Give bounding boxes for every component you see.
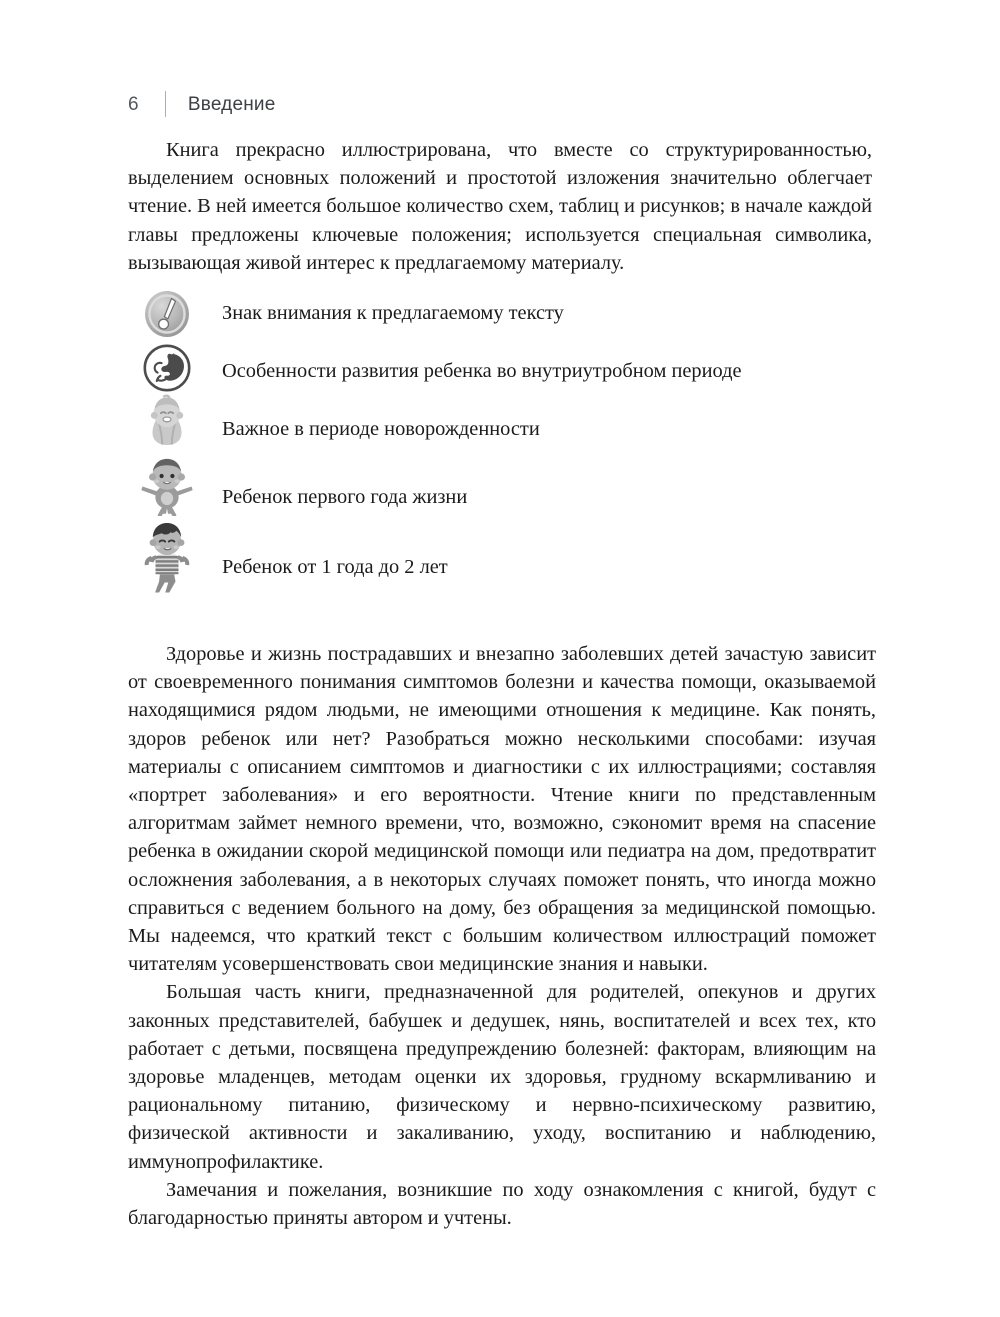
body-text-block: [128, 640, 876, 1232]
running-head: [128, 88, 276, 120]
legend-item-prenatal: [136, 342, 876, 394]
swaddled-newborn-icon: [136, 394, 198, 454]
toddler-icon: [136, 522, 198, 594]
section-title: Введение: [187, 93, 276, 115]
legend-item-newborn: [136, 394, 876, 454]
legend-label: Знак внимания к предлагаемому тексту: [222, 302, 564, 324]
exclamation-mark-icon: [136, 288, 198, 340]
page-number: 6: [128, 93, 139, 115]
body-paragraph-2: Большая часть книги, предназначенной для родителей, опекунов и других законных представителей, бабушек и дедушек, нянь, воспитателей и всех тех, кто работает с детьми, посвящена предупреждению болезней: факторам, влияющим на здоровье младенцев, методам оценки их здоровья, грудному вскармливанию и рациональному питанию, физическому и нервно-психическому развитию, физической активности и закаливанию, уходу, воспитанию и наблюдению, иммунопрофилактике.: [128, 981, 876, 1173]
legend-item-attention: [136, 288, 876, 340]
fetus-icon: [136, 342, 198, 394]
header-divider: [165, 91, 166, 117]
intro-paragraph: Книга прекрасно иллюстрирована, что вместе со структурированностью, выделением основных положений и простотой изложения значительно облегчает чтение. В ней имеется большое количество схем, таблиц и рисунков; в начале каждой главы предложены ключевые положения; используется специальная символика, вызывающая живой интерес к предлагаемому материалу.: [128, 139, 872, 274]
body-paragraph-3: Замечания и пожелания, возникшие по ходу ознакомления с книгой, будут с благодарностью приняты автором и учтены.: [128, 1178, 876, 1230]
symbol-legend: [136, 288, 876, 594]
infant-icon: [136, 458, 198, 516]
legend-item-infant: [136, 458, 876, 516]
legend-label: Особенности развития ребенка во внутриутробном периоде: [222, 360, 742, 382]
legend-label: Важное в периоде новорожденности: [222, 418, 540, 440]
legend-label: Ребенок первого года жизни: [222, 486, 468, 508]
legend-item-toddler: [136, 522, 876, 594]
intro-block: [128, 136, 872, 277]
body-paragraph-1: Здоровье и жизнь пострадавших и внезапно заболевших детей зачастую зависит от своевременного понимания симптомов болезни и качества помощи, оказываемой находящимися рядом людьми, не имеющими отношения к медицине. Как понять, здоров ребенок или нет? Разобраться можно несколькими способами: изучая материалы с описанием симптомов и диагностики с их иллюстрациями; составляя «портрет заболевания» и его вероятности. Чтение книги по представленным алгоритмам займет немного времени, что, возможно, сэкономит время на спасение ребенка в ожидании скорой медицинской помощи или педиатра на дом, предотвратит осложнения заболевания, а в некоторых случаях поможет понять, что иногда можно справиться с ведением больного на дому, без обращения за медицинской помощью. Мы надеемся, что краткий текст с большим количеством иллюстраций поможет читателям усовершенствовать свои медицинские знания и навыки.: [128, 643, 876, 976]
legend-label: Ребенок от 1 года до 2 лет: [222, 556, 448, 578]
